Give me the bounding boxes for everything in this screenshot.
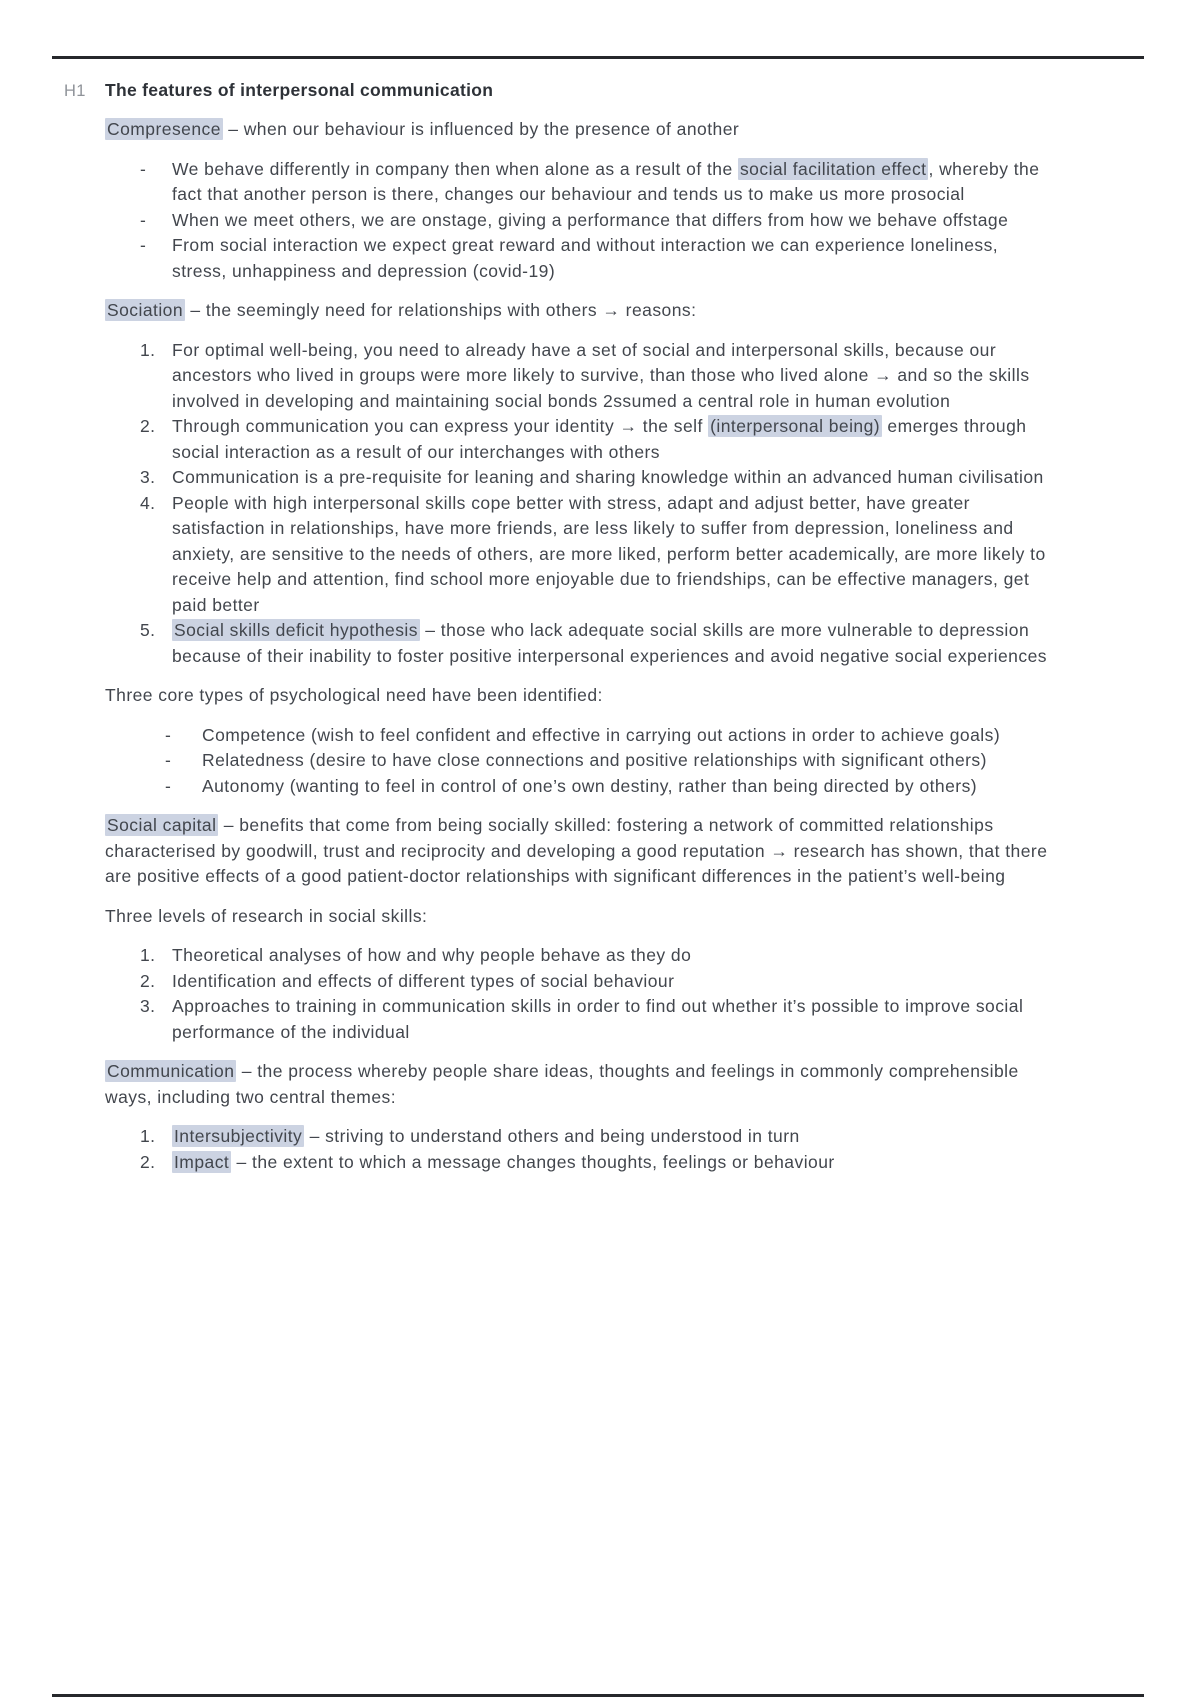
item-marker: - (140, 209, 147, 230)
paragraph (105, 813, 1055, 890)
list-item (105, 994, 1055, 1045)
list-item (105, 943, 1055, 969)
item-marker: 3. (140, 996, 156, 1016)
item-marker: 1. (140, 1126, 156, 1146)
highlighted-term: (interpersonal being) (710, 416, 881, 436)
item-text (172, 338, 1055, 415)
page-title: The features of interpersonal communication (105, 80, 494, 100)
text-run: – those who lack adequate social skills are more vulnerable to depression because of their inability to foster positive interpersonal experiences and avoid negative social experiences (172, 620, 1047, 666)
item-text (172, 994, 1055, 1045)
text-run: Communication is a pre-requisite for leaning and sharing knowledge within an advanced human civilisation (172, 467, 1044, 487)
highlighted-term: social facilitation effect (739, 158, 927, 179)
list-item (105, 1124, 1055, 1150)
document-body (105, 117, 1055, 1175)
text-run: Three core types of psychological need have been identified: (105, 685, 603, 705)
item-marker: 1. (140, 339, 156, 360)
item-marker: 3. (140, 467, 156, 487)
list-item (105, 414, 1055, 465)
list-item (105, 1150, 1055, 1176)
text-run: For optimal well-being, you need to already have a set of social and interpersonal skills, because our ancestors who lived in groups were more likely to survive, than those who lived alone → and so the skills involved in developing and maintaining social bonds 2ssumed a central role in human evolution (172, 339, 1030, 411)
paragraph (105, 1059, 1055, 1110)
heading-label: H1 (64, 82, 86, 100)
text-run: Through communication you can express your identity → the self (172, 416, 709, 436)
item-marker: 2. (140, 416, 156, 436)
item-marker: - (165, 724, 172, 745)
top-rule (52, 56, 1144, 59)
item-text (172, 465, 1055, 491)
list-item (105, 465, 1055, 491)
item-text (172, 969, 1055, 995)
item-text (202, 748, 1055, 774)
text-run: , whereby the fact that another person is there, changes our behaviour and tends us to make us more prosocial (172, 158, 1040, 204)
bottom-rule (52, 1694, 1144, 1697)
list-item (105, 233, 1055, 284)
item-marker: 4. (140, 492, 156, 513)
text-run: – striving to understand others and being understood in turn (304, 1126, 800, 1146)
text-run: – benefits that come from being socially skilled: fostering a network of committed relationships characterised by goodwill, trust and reciprocity and developing a good reputation → research has shown, that there are positive effects of a good patient-doctor relationships with significant differences in the patient’s well-being (105, 815, 1048, 886)
item-marker: 5. (140, 620, 156, 640)
item-marker: 1. (140, 945, 156, 965)
item-marker: - (140, 235, 147, 255)
item-marker: - (140, 158, 147, 179)
text-run: Three levels of research in social skills: (105, 905, 428, 926)
text-run: – the extent to which a message changes thoughts, feelings or behaviour (231, 1151, 835, 1172)
text-run: Identification and effects of different types of social behaviour (172, 970, 675, 991)
heading-row (64, 80, 1200, 101)
list-item (105, 774, 1055, 800)
text-run: – the seemingly need for relationships with others → reasons: (185, 300, 697, 320)
list-item (105, 969, 1055, 995)
text-run: From social interaction we expect great reward and without interaction we can experience loneliness, stress, unhappiness and depression (covid-19) (172, 235, 999, 281)
text-run: People with high interpersonal skills cope better with stress, adapt and adjust better, have greater satisfaction in relationships, have more friends, are less likely to suffer from depression, loneliness and anxiety, are sensitive to the needs of others, are more liked, perform better academically, are more likely to receive help and attention, find school more enjoyable due to friendships, can be effective managers, get paid better (172, 492, 1046, 615)
item-marker: 2. (140, 970, 156, 991)
item-text (172, 1124, 1055, 1150)
dash-list (105, 157, 1055, 285)
text-run: – when our behaviour is influenced by the presence of another (222, 119, 740, 139)
text-run: Theoretical analyses of how and why people behave as they do (172, 945, 692, 965)
item-text (172, 233, 1055, 284)
list-item (105, 723, 1055, 749)
list-item (105, 748, 1055, 774)
item-text (172, 208, 1055, 234)
highlighted-term: Impact (174, 1151, 230, 1172)
item-marker: - (165, 775, 172, 796)
list-item (105, 491, 1055, 619)
numbered-list (105, 338, 1055, 670)
highlighted-term: Sociation (107, 300, 184, 320)
item-text (202, 774, 1055, 800)
highlighted-term: Compresence (107, 119, 221, 139)
highlighted-term: Social skills deficit hypothesis (174, 620, 418, 640)
text-run: We behave differently in company then when alone as a result of the (172, 158, 738, 179)
item-marker: - (165, 750, 172, 770)
item-text (172, 943, 1055, 969)
item-text (172, 618, 1055, 669)
text-run: Approaches to training in communication skills in order to find out whether it’s possible to improve social performance of the individual (172, 996, 1024, 1042)
text-run: – the process whereby people share ideas, thoughts and feelings in commonly comprehensible ways, including two central themes: (105, 1061, 1019, 1107)
text-run: Relatedness (desire to have close connections and positive relationships with significant others) (202, 750, 987, 770)
numbered-list (105, 1124, 1055, 1175)
highlighted-term: Intersubjectivity (174, 1126, 303, 1146)
item-text (172, 414, 1055, 465)
text-run: Competence (wish to feel confident and effective in carrying out actions in order to achieve goals) (202, 724, 1001, 745)
item-text (172, 157, 1055, 208)
text-run: When we meet others, we are onstage, giving a performance that differs from how we behave offstage (172, 209, 1009, 230)
list-item (105, 618, 1055, 669)
list-item (105, 208, 1055, 234)
item-text (172, 491, 1055, 619)
item-marker: 2. (140, 1151, 156, 1172)
list-item (105, 338, 1055, 415)
highlighted-term: Communication (107, 1061, 235, 1081)
page-content (0, 80, 1200, 1175)
text-run: emerges through social interaction as a result of our interchanges with others (172, 416, 1027, 462)
item-text (172, 1150, 1055, 1176)
paragraph (105, 117, 1055, 143)
paragraph (105, 298, 1055, 324)
numbered-list (105, 943, 1055, 1045)
dash-list (105, 723, 1055, 800)
paragraph (105, 904, 1055, 930)
highlighted-term: Social capital (107, 815, 217, 835)
paragraph (105, 683, 1055, 709)
item-text (202, 723, 1055, 749)
text-run: Autonomy (wanting to feel in control of one’s own destiny, rather than being directed by others) (202, 775, 978, 796)
list-item (105, 157, 1055, 208)
